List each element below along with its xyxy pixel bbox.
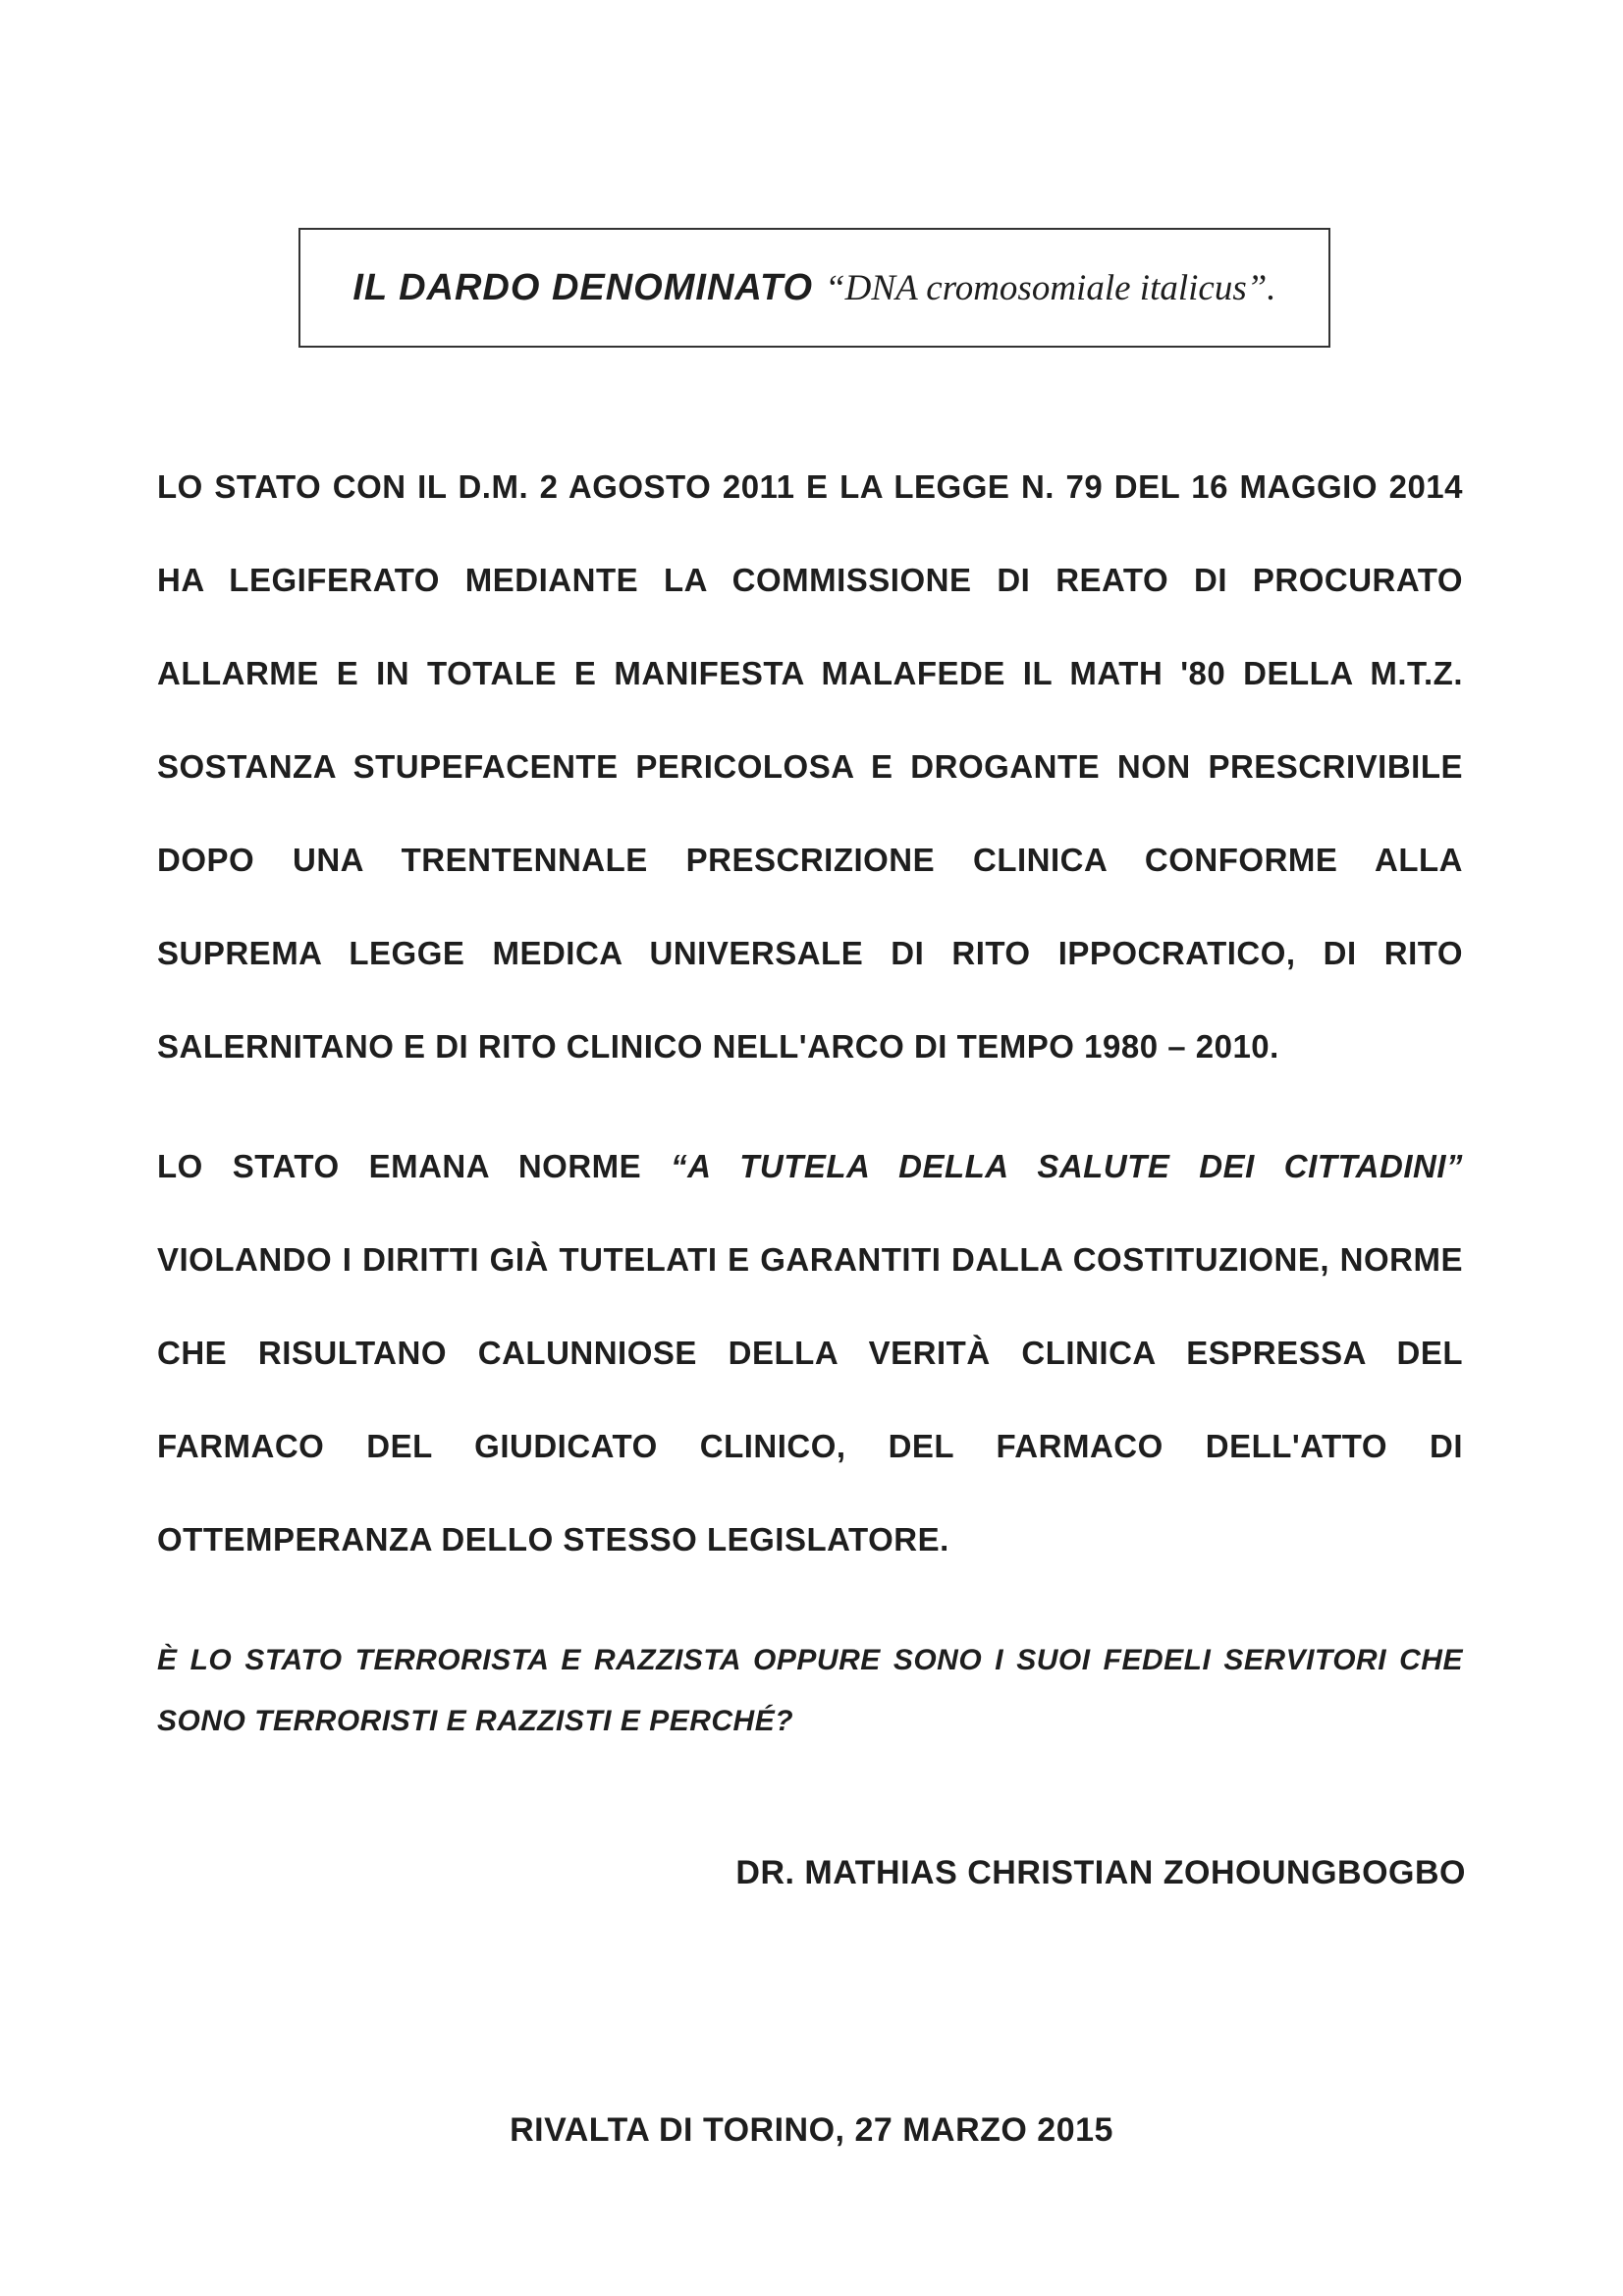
title-caps-text: IL DARDO DENOMINATO	[352, 266, 814, 308]
title-serif-text: “DNA cromosomiale italicus”.	[825, 267, 1276, 308]
paragraph-2-rest: VIOLANDO I DIRITTI GIÀ TUTELATI E GARANTITI DALLA COSTITUZIONE, NORME CHE RISULTANO CALUNNIOSE DELLA VERITÀ CLINICA ESPRESSA DEL FARMACO DEL GIUDICATO CLINICO, DEL FARMACO DELL'ATTO DI OTTEMPERANZA DELLO STESSO LEGISLATORE.	[157, 1241, 1463, 1558]
title-box	[298, 228, 1330, 348]
closing-question: È LO STATO TERRORISTA E RAZZISTA OPPURE SONO I SUOI FEDELI SERVITORI CHE SONO TERRORISTI E RAZZISTI E PERCHÉ?	[157, 1644, 1463, 1737]
body-paragraph-1: LO STATO CON IL D.M. 2 AGOSTO 2011 E LA LEGGE N. 79 DEL 16 MAGGIO 2014 HA LEGIFERATO MEDIANTE LA COMMISSIONE DI REATO DI PROCURATO ALLARME E IN TOTALE E MANIFESTA MALAFEDE IL MATH '80 DELLA M.T.Z. SOSTANZA STUPEFACENTE PERICOLOSA E DROGANTE NON PRESCRIVIBILE DOPO UNA TRENTENNALE PRESCRIZIONE CLINICA CONFORME ALLA SUPREMA LEGGE MEDICA UNIVERSALE DI RITO IPPOCRATICO, DI RITO SALERNITANO E DI RITO CLINICO NELL'ARCO DI TEMPO 1980 – 2010.	[157, 468, 1463, 1065]
body-paragraph-2	[157, 1120, 1463, 1586]
author-signature: DR. MATHIAS CHRISTIAN ZOHOUNGBOGBO	[735, 1854, 1466, 1891]
place-date-line: RIVALTA DI TORINO, 27 MARZO 2015	[510, 2111, 1113, 2149]
paragraph-2-quote: “A TUTELA DELLA SALUTE DEI CITTADINI”	[671, 1148, 1463, 1184]
paragraph-2-intro: LO STATO EMANA NORME	[157, 1148, 672, 1184]
